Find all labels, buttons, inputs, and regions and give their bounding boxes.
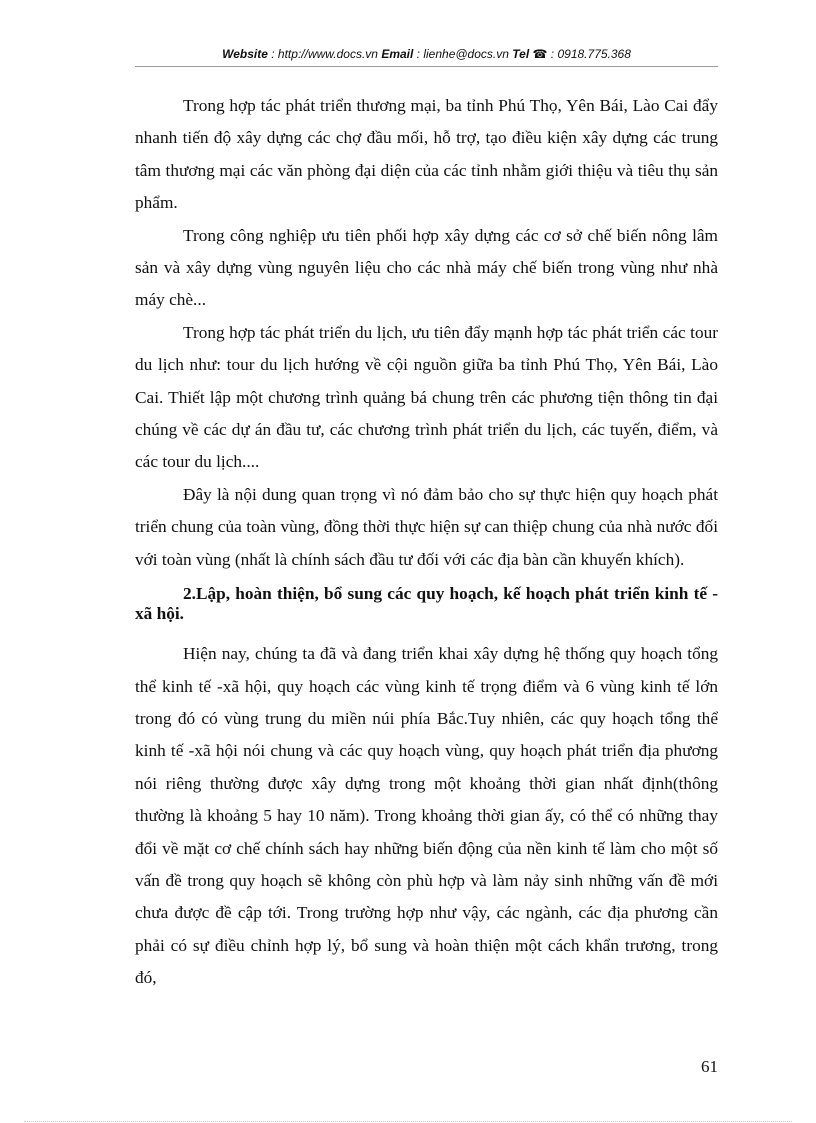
paragraph-tourism: Trong hợp tác phát triển du lịch, ưu tiên đẩy mạnh hợp tác phát triển các tour du lịch như: tour du lịch hướng về cội nguồn giữa ba tỉnh Phú Thọ, Yên Bái, Lào Cai. Thiết lập một chương trình quảng bá chung trên các phương tiện thông tin đại chúng về các dự án đầu tư, các chương trình phát triển du lịch, các tuyến, điểm, và các tour du lịch.... — [135, 322, 718, 472]
website-label: Website — [222, 47, 268, 61]
paragraph-planning: Hiện nay, chúng ta đã và đang triển khai xây dựng hệ thống quy hoạch tổng thể kinh tế -xã hội, quy hoạch các vùng kinh tế trọng điểm và 6 vùng kinh tế lớn trong đó có vùng trung du miền núi phía Bắc.Tuy nhiên, các quy hoạch tổng thể kinh tế -xã hội nói chung và các quy hoạch vùng, quy hoạch phát triển địa phương nói riêng thường được xây dựng trong một khoảng thời gian nhất định(thông thường là khoảng 5 hay 10 năm). Trong khoảng thời gian ấy, có thể có những thay đổi về mặt cơ chế chính sách hay những biến động của nền kinh tế làm cho một số vấn đề trong quy hoạch sẽ không còn phù hợp và làm nảy sinh những vấn đề mới chưa được đề cập tới. Trong trường hợp như vậy, các ngành, các địa phương cần phải có sự điều chỉnh hợp lý, bổ sung và hoàn thiện một cách khẩn trương, trong đó, — [135, 644, 718, 988]
page-number: 61 — [701, 1057, 718, 1076]
email-address[interactable]: lienhe@docs.vn — [423, 47, 509, 61]
document-body — [135, 90, 718, 995]
paragraph-industry: Trong công nghiệp ưu tiên phối hợp xây dựng các cơ sở chế biến nông lâm sản và xây dựng vùng nguyên liệu cho các nhà máy chế biến trong vùng như nhà máy chè... — [135, 225, 718, 310]
website-separator: : — [267, 47, 278, 61]
tel-number: 0918.775.368 — [557, 47, 631, 61]
section-heading: 2.Lập, hoàn thiện, bổ sung các quy hoạch, kế hoạch phát triển kinh tế - xã hội. — [135, 584, 718, 624]
email-separator: : — [413, 47, 424, 61]
header-divider — [135, 66, 718, 67]
tel-separator: : — [547, 47, 558, 61]
phone-icon: ☎ — [532, 47, 548, 61]
email-label: Email — [381, 47, 414, 61]
website-url[interactable]: http://www.docs.vn — [277, 47, 378, 61]
tel-label: Tel — [512, 47, 530, 61]
paragraph-importance: Đây là nội dung quan trọng vì nó đảm bảo cho sự thực hiện quy hoạch phát triển chung của toàn vùng, đồng thời thực hiện sự can thiệp chung của nhà nước đối với toàn vùng (nhất là chính sách đầu tư đối với các địa bàn cần khuyến khích). — [135, 484, 718, 569]
paragraph-trade: Trong hợp tác phát triển thương mại, ba tỉnh Phú Thọ, Yên Bái, Lào Cai đẩy nhanh tiến độ xây dựng các chợ đầu mối, hỗ trợ, tạo điều kiện xây dựng các trung tâm thương mại các văn phòng đại diện của các tỉnh nhằm giới thiệu và tiêu thụ sản phẩm. — [135, 96, 718, 213]
footer-divider — [24, 1121, 792, 1122]
page-header — [135, 47, 718, 61]
